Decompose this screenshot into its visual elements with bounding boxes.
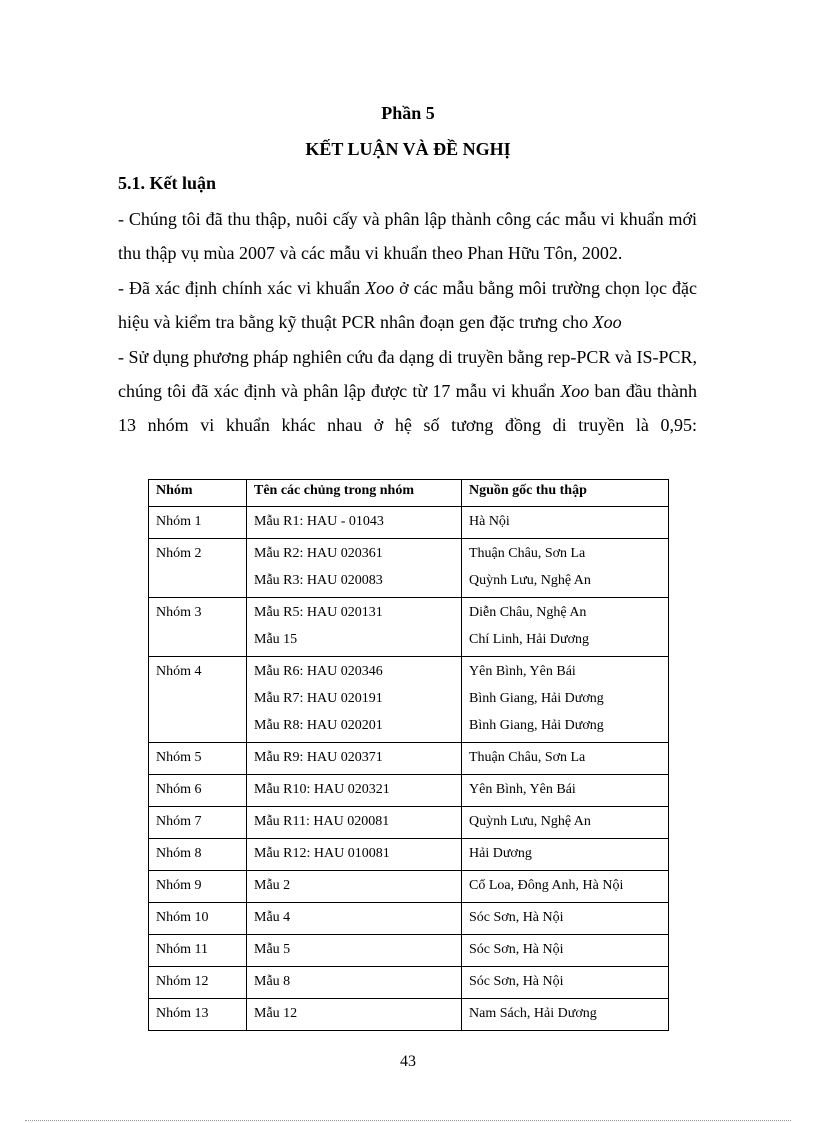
origin-name: Thuận Châu, Sơn La xyxy=(469,546,586,561)
origin-name: Bình Giang, Hải Dương xyxy=(469,691,604,706)
strains-cell xyxy=(247,999,462,1031)
origin-cell xyxy=(462,839,669,871)
table-header-row xyxy=(149,480,669,507)
table-row xyxy=(149,539,669,598)
group-cell xyxy=(149,999,247,1031)
paragraph-2-italic-b: Xoo xyxy=(592,312,622,333)
strain-name: Mẫu 8 xyxy=(254,974,291,989)
table-row xyxy=(149,967,669,999)
paragraph-3-italic: Xoo xyxy=(560,381,590,402)
origin-name: Sóc Sơn, Hà Nội xyxy=(469,910,564,925)
group-cell xyxy=(149,871,247,903)
page-number: 43 xyxy=(400,1053,416,1070)
strain-name: Mẫu R9: HAU 020371 xyxy=(254,750,383,765)
table-row xyxy=(149,999,669,1031)
strains-cell xyxy=(247,903,462,935)
header-strains: Tên các chủng trong nhóm xyxy=(247,480,462,507)
group-cell xyxy=(149,935,247,967)
origin-name: Sóc Sơn, Hà Nội xyxy=(469,942,564,957)
group-cell xyxy=(149,743,247,775)
strains-cell xyxy=(247,935,462,967)
strains-cell xyxy=(247,871,462,903)
paragraph-2 xyxy=(118,271,697,340)
origin-cell xyxy=(462,539,669,598)
header-group: Nhóm xyxy=(149,480,247,507)
paragraph-2-italic-a: Xoo xyxy=(365,277,395,298)
group-name: Nhóm 3 xyxy=(156,605,202,620)
section-heading: 5.1. Kết luận xyxy=(118,173,217,193)
group-name: Nhóm 4 xyxy=(156,664,202,679)
table-row xyxy=(149,598,669,657)
origin-cell xyxy=(462,903,669,935)
table-row xyxy=(149,743,669,775)
group-cell xyxy=(149,507,247,539)
origin-cell xyxy=(462,807,669,839)
paragraph-3 xyxy=(118,340,697,443)
origin-name: Cổ Loa, Đông Anh, Hà Nội xyxy=(469,878,624,893)
origin-name: Bình Giang, Hải Dương xyxy=(469,718,604,733)
table-row xyxy=(149,903,669,935)
group-cell xyxy=(149,598,247,657)
origin-cell xyxy=(462,935,669,967)
strain-name: Mẫu R2: HAU 020361 xyxy=(254,546,383,561)
paragraph-3-text-a: - Sử dụng phương pháp nghiên cứu đa dạng di truyền bằng rep-PCR và IS-PCR, chúng tôi đã xác định và phân lập được từ 17 mẫu vi khuẩn xyxy=(118,346,697,402)
strain-name: Mẫu R10: HAU 020321 xyxy=(254,782,390,797)
table-row xyxy=(149,839,669,871)
strain-name: Mẫu R1: HAU - 01043 xyxy=(254,514,384,529)
strains-cell xyxy=(247,657,462,743)
strains-cell xyxy=(247,839,462,871)
origin-name: Quỳnh Lưu, Nghệ An xyxy=(469,814,591,829)
strain-name: Mẫu R8: HAU 020201 xyxy=(254,718,383,733)
group-name: Nhóm 6 xyxy=(156,782,202,797)
origin-cell xyxy=(462,775,669,807)
origin-cell xyxy=(462,999,669,1031)
group-name: Nhóm 5 xyxy=(156,750,202,765)
group-name: Nhóm 11 xyxy=(156,942,208,957)
group-cell xyxy=(149,807,247,839)
strain-name: Mẫu 4 xyxy=(254,910,291,925)
strain-name: Mẫu 15 xyxy=(254,632,298,647)
strains-cell xyxy=(247,967,462,999)
group-name: Nhóm 7 xyxy=(156,814,202,829)
origin-cell xyxy=(462,507,669,539)
strains-cell xyxy=(247,743,462,775)
paragraph-1: - Chúng tôi đã thu thập, nuôi cấy và phân lập thành công các mẫu vi khuẩn mới thu thập vụ mùa 2007 và các mẫu vi khuẩn theo Phan Hữu Tôn, 2002. xyxy=(118,209,697,264)
body-text xyxy=(118,202,697,443)
strains-cell xyxy=(247,775,462,807)
part-heading: Phần 5 xyxy=(381,103,435,123)
strains-cell xyxy=(247,807,462,839)
paragraph-3-text-b: ban đầu thành 13 nhóm vi khuẩn khác nhau ở hệ số tương đồng di truyền là 0,95: xyxy=(118,381,698,436)
strain-name: Mẫu R12: HAU 010081 xyxy=(254,846,390,861)
table-row xyxy=(149,507,669,539)
origin-cell xyxy=(462,657,669,743)
group-name: Nhóm 2 xyxy=(156,546,202,561)
origin-name: Quỳnh Lưu, Nghệ An xyxy=(469,573,591,588)
group-cell xyxy=(149,903,247,935)
table-row xyxy=(149,775,669,807)
table-row xyxy=(149,657,669,743)
origin-name: Yên Bình, Yên Bái xyxy=(469,664,576,679)
origin-name: Chí Linh, Hải Dương xyxy=(469,632,589,647)
table-row xyxy=(149,935,669,967)
group-name: Nhóm 9 xyxy=(156,878,202,893)
group-cell xyxy=(149,657,247,743)
group-cell xyxy=(149,967,247,999)
paragraph-2-text-b: ở các mẫu bằng môi trường chọn lọc đặc hiệu và kiểm tra bằng kỹ thuật PCR nhân đoạn gen đặc trưng cho xyxy=(118,277,698,333)
group-name: Nhóm 10 xyxy=(156,910,209,925)
strain-name: Mẫu R6: HAU 020346 xyxy=(254,664,383,679)
group-name: Nhóm 13 xyxy=(156,1006,209,1021)
origin-name: Hải Dương xyxy=(469,846,532,861)
strain-name: Mẫu R5: HAU 020131 xyxy=(254,605,383,620)
strains-cell xyxy=(247,598,462,657)
strain-name: Mẫu R11: HAU 020081 xyxy=(254,814,390,829)
page-bottom-rule xyxy=(25,1120,791,1121)
origin-cell xyxy=(462,967,669,999)
origin-name: Sóc Sơn, Hà Nội xyxy=(469,974,564,989)
origin-cell xyxy=(462,743,669,775)
origin-name: Diễn Châu, Nghệ An xyxy=(469,605,587,620)
group-cell xyxy=(149,775,247,807)
table-body xyxy=(149,507,669,1031)
origin-cell xyxy=(462,871,669,903)
group-name: Nhóm 12 xyxy=(156,974,209,989)
group-cell xyxy=(149,539,247,598)
table-row xyxy=(149,871,669,903)
origin-name: Yên Bình, Yên Bái xyxy=(469,782,576,797)
strain-name: Mẫu 5 xyxy=(254,942,291,957)
header-origin: Nguồn gốc thu thập xyxy=(462,480,669,507)
origin-name: Hà Nội xyxy=(469,514,510,529)
group-name: Nhóm 1 xyxy=(156,514,202,529)
group-table xyxy=(148,479,669,1031)
strain-name: Mẫu R7: HAU 020191 xyxy=(254,691,383,706)
origin-cell xyxy=(462,598,669,657)
group-cell xyxy=(149,839,247,871)
table-row xyxy=(149,807,669,839)
origin-name: Nam Sách, Hải Dương xyxy=(469,1006,597,1021)
strain-name: Mẫu 12 xyxy=(254,1006,298,1021)
group-name: Nhóm 8 xyxy=(156,846,202,861)
strain-name: Mẫu R3: HAU 020083 xyxy=(254,573,383,588)
strains-cell xyxy=(247,507,462,539)
strain-name: Mẫu 2 xyxy=(254,878,291,893)
chapter-title: KẾT LUẬN VÀ ĐỀ NGHỊ xyxy=(305,139,511,159)
origin-name: Thuận Châu, Sơn La xyxy=(469,750,586,765)
paragraph-2-text-a: - Đã xác định chính xác vi khuẩn xyxy=(118,277,366,298)
strains-cell xyxy=(247,539,462,598)
